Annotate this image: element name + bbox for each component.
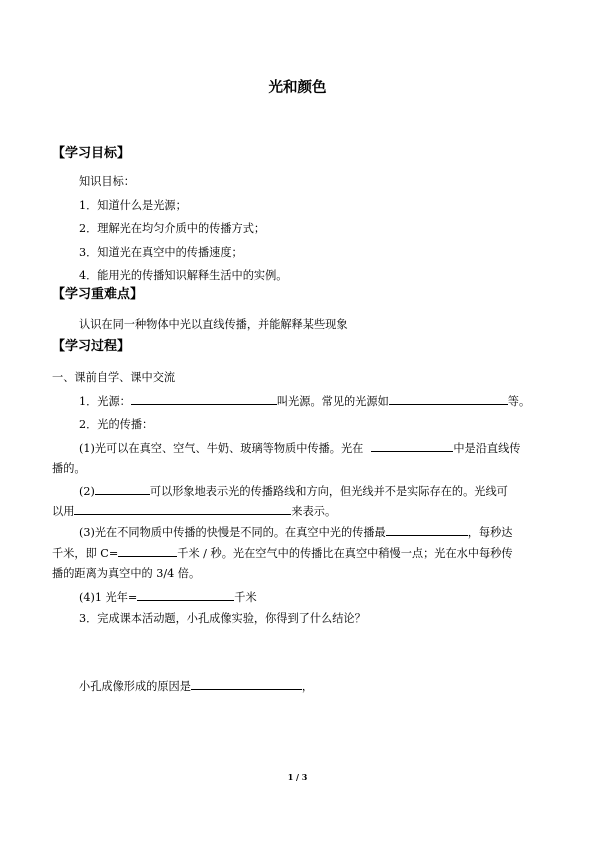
paragraph-1-line-1 — [79, 440, 521, 457]
question-1 — [79, 393, 530, 410]
goal-item: 3．知道光在真空中的传播速度； — [79, 246, 243, 259]
answer-blank[interactable] — [118, 545, 177, 557]
part-heading: 一、课前自学、课中交流 — [52, 371, 176, 384]
paragraph-1-line-2: 播的。 — [52, 462, 86, 475]
question-1-end: 等。 — [507, 395, 531, 408]
section-heading-process: 【学习过程】 — [52, 339, 131, 354]
paragraph-2-text: (2) — [79, 485, 95, 498]
section-heading-key-points: 【学习重难点】 — [52, 287, 144, 302]
goal-item: 2．理解光在均匀介质中的传播方式； — [79, 222, 266, 235]
paragraph-2-line-2 — [52, 503, 336, 520]
paragraph-3-text: (3)光在不同物质中传播的快慢是不同的。在真空中光的传播最 — [79, 526, 386, 539]
section-heading-goals: 【学习目标】 — [52, 146, 131, 161]
paragraph-3-text: 千米，即 C= — [52, 547, 119, 560]
page-title: 光和颜色 — [268, 80, 327, 96]
paragraph-3-line-3: 播的距离为真空中的 3/4 倍。 — [52, 567, 201, 580]
paragraph-4-text: (4)1 光年= — [79, 591, 138, 604]
paragraph-2-line-1 — [79, 483, 508, 500]
paragraph-4 — [79, 589, 257, 606]
paragraph-4-text: 千米 — [234, 591, 257, 604]
question-2: 2．光的传播： — [79, 418, 154, 431]
paragraph-1-text: (1)光可以在真空、空气、牛奶、玻璃等物质中传播。光在 — [79, 442, 364, 455]
answer-blank[interactable] — [131, 393, 277, 405]
question-1-mid: 叫光源。常见的光源如 — [276, 395, 389, 408]
reason-text: ， — [301, 680, 314, 693]
goal-item: 1．知道什么是光源； — [79, 199, 187, 212]
answer-blank[interactable] — [137, 589, 234, 601]
page-number: 1 / 3 — [287, 772, 308, 782]
key-points-text: 认识在同一种物体中光以直线传播，并能解释某些现象 — [79, 318, 348, 331]
answer-blank[interactable] — [371, 440, 453, 452]
paragraph-3-text: 千米 / 秒。光在空气中的传播比在真空中稍慢一点；光在水中每秒传 — [177, 547, 513, 560]
reason-line — [79, 678, 313, 695]
answer-blank[interactable] — [74, 503, 291, 515]
paragraph-2-text: 来表示。 — [291, 505, 337, 518]
paragraph-2-text: 可以形象地表示光的传播路线和方向，但光线并不是实际存在的。光线可 — [149, 485, 508, 498]
paragraph-1-text: 中是沿直线传 — [453, 442, 521, 455]
answer-blank[interactable] — [191, 678, 302, 690]
answer-blank[interactable] — [95, 483, 150, 495]
goals-heading: 知识目标： — [79, 175, 135, 188]
question-1-label: 1．光源： — [79, 395, 131, 408]
goal-item: 4．能用光的传播知识解释生活中的实例。 — [79, 269, 288, 282]
reason-text: 小孔成像形成的原因是 — [79, 680, 191, 693]
answer-blank[interactable] — [389, 393, 508, 405]
paragraph-3-text: ，每秒达 — [467, 526, 513, 539]
paragraph-2-text: 以用 — [52, 505, 75, 518]
question-3: 3．完成课本活动题，小孔成像实验，你得到了什么结论？ — [79, 612, 366, 625]
answer-blank[interactable] — [386, 524, 468, 536]
paragraph-3-line-2 — [52, 545, 513, 562]
paragraph-3-line-1 — [79, 524, 513, 541]
